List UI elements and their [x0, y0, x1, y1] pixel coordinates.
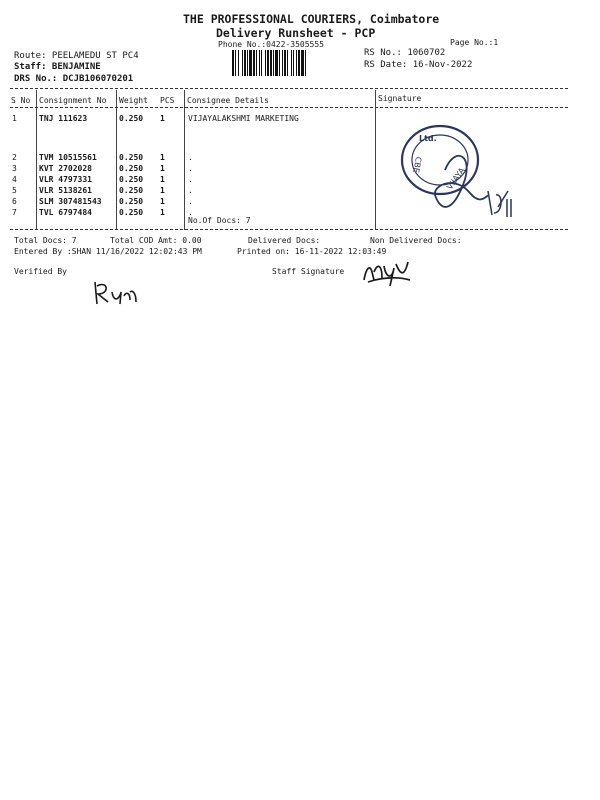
row-consignment-no: TVL 6797484 — [39, 208, 92, 217]
row-consignment-no: KVT 2702028 — [39, 164, 92, 173]
row-weight: 0.250 — [119, 175, 144, 184]
row-sno: 4 — [12, 175, 17, 184]
row-consignment-no: TVM 10515561 — [39, 153, 97, 162]
col-header-weight: Weight — [119, 96, 148, 105]
col-header-sno: S No — [11, 96, 31, 105]
row-pcs: 1 — [160, 175, 165, 184]
phone-number: Phone No.:0422-3505555 — [218, 40, 324, 49]
row-pcs: 1 — [160, 114, 165, 123]
page-number: Page No.:1 — [450, 38, 499, 47]
rs-number: RS No.: 1060702 — [364, 48, 446, 58]
barcode-bar — [306, 50, 308, 76]
row-consignee: . — [188, 175, 193, 184]
row-consignee: VIJAYALAKSHMI MARKETING — [188, 114, 299, 123]
row-sno: 5 — [12, 186, 17, 195]
row-weight: 0.250 — [119, 114, 144, 123]
row-pcs: 1 — [160, 186, 165, 195]
row-consignment-no: VLR 4797331 — [39, 175, 92, 184]
company-title: THE PROFESSIONAL COURIERS, Coimbatore — [183, 12, 440, 26]
row-consignee: . — [188, 186, 193, 195]
total-cod-amount: Total COD Amt: 0.00 — [110, 236, 202, 245]
row-sno: 3 — [12, 164, 17, 173]
no-of-docs: No.Of Docs: 7 — [188, 216, 251, 225]
row-consignment-no: VLR 5138261 — [39, 186, 92, 195]
row-weight: 0.250 — [119, 197, 144, 206]
non-delivered-docs: Non Delivered Docs: — [370, 236, 462, 245]
row-weight: 0.250 — [119, 186, 144, 195]
row-consignee: . — [188, 153, 193, 162]
row-pcs: 1 — [160, 164, 165, 173]
staff-signature-label: Staff Signature — [272, 267, 345, 276]
table-bottom-rule — [10, 229, 568, 230]
row-weight: 0.250 — [119, 153, 144, 162]
row-sno: 2 — [12, 153, 17, 162]
row-pcs: 1 — [160, 197, 165, 206]
stamp-text-ltd: Ltd. — [419, 134, 437, 143]
rs-date: RS Date: 16-Nov-2022 — [364, 60, 473, 70]
entered-by: Entered By :SHAN 11/16/2022 12:02:43 PM — [14, 247, 202, 256]
column-divider — [375, 90, 376, 230]
row-consignment-no: TNJ 111623 — [39, 114, 88, 123]
col-header-consignee: Consignee Details — [187, 96, 269, 105]
stamp-text-name: VIJAYA — [445, 166, 467, 192]
company-stamp — [385, 115, 515, 225]
route-label: Route: PEELAMEDU ST PC4 — [14, 51, 139, 61]
staff-label: Staff: BENJAMINE — [14, 62, 101, 72]
row-pcs: 1 — [160, 153, 165, 162]
verified-by-label: Verified By — [14, 267, 67, 276]
staff-signature — [360, 258, 416, 288]
printed-on: Printed on: 16-11-2022 12:03:49 — [237, 247, 387, 256]
col-header-pcs: PCS — [160, 96, 175, 105]
stamp-text-cbe: CBE — [411, 156, 423, 174]
row-consignee: . — [188, 164, 193, 173]
column-divider — [36, 90, 37, 230]
total-docs: Total Docs: 7 — [14, 236, 77, 245]
runsheet-subtitle: Delivery Runsheet - PCP — [216, 26, 376, 40]
row-sno: 7 — [12, 208, 17, 217]
row-weight: 0.250 — [119, 208, 144, 217]
barcode — [232, 50, 356, 76]
row-consignment-no: SLM 307481543 — [39, 197, 102, 206]
table-top-rule — [10, 88, 568, 89]
table-header-rule — [10, 107, 568, 108]
drs-number: DRS No.: DCJB106070201 — [14, 74, 134, 84]
row-weight: 0.250 — [119, 164, 144, 173]
row-sno: 6 — [12, 197, 17, 206]
row-consignee: . — [188, 208, 193, 217]
delivered-docs: Delivered Docs: — [248, 236, 321, 245]
column-divider — [184, 90, 185, 230]
verified-by-signature — [90, 278, 140, 308]
row-consignee: . — [188, 197, 193, 206]
col-header-consignment: Consignment No — [39, 96, 107, 105]
col-header-signature: Signature — [378, 94, 422, 103]
row-pcs: 1 — [160, 208, 165, 217]
row-sno: 1 — [12, 114, 17, 123]
column-divider — [116, 90, 117, 230]
